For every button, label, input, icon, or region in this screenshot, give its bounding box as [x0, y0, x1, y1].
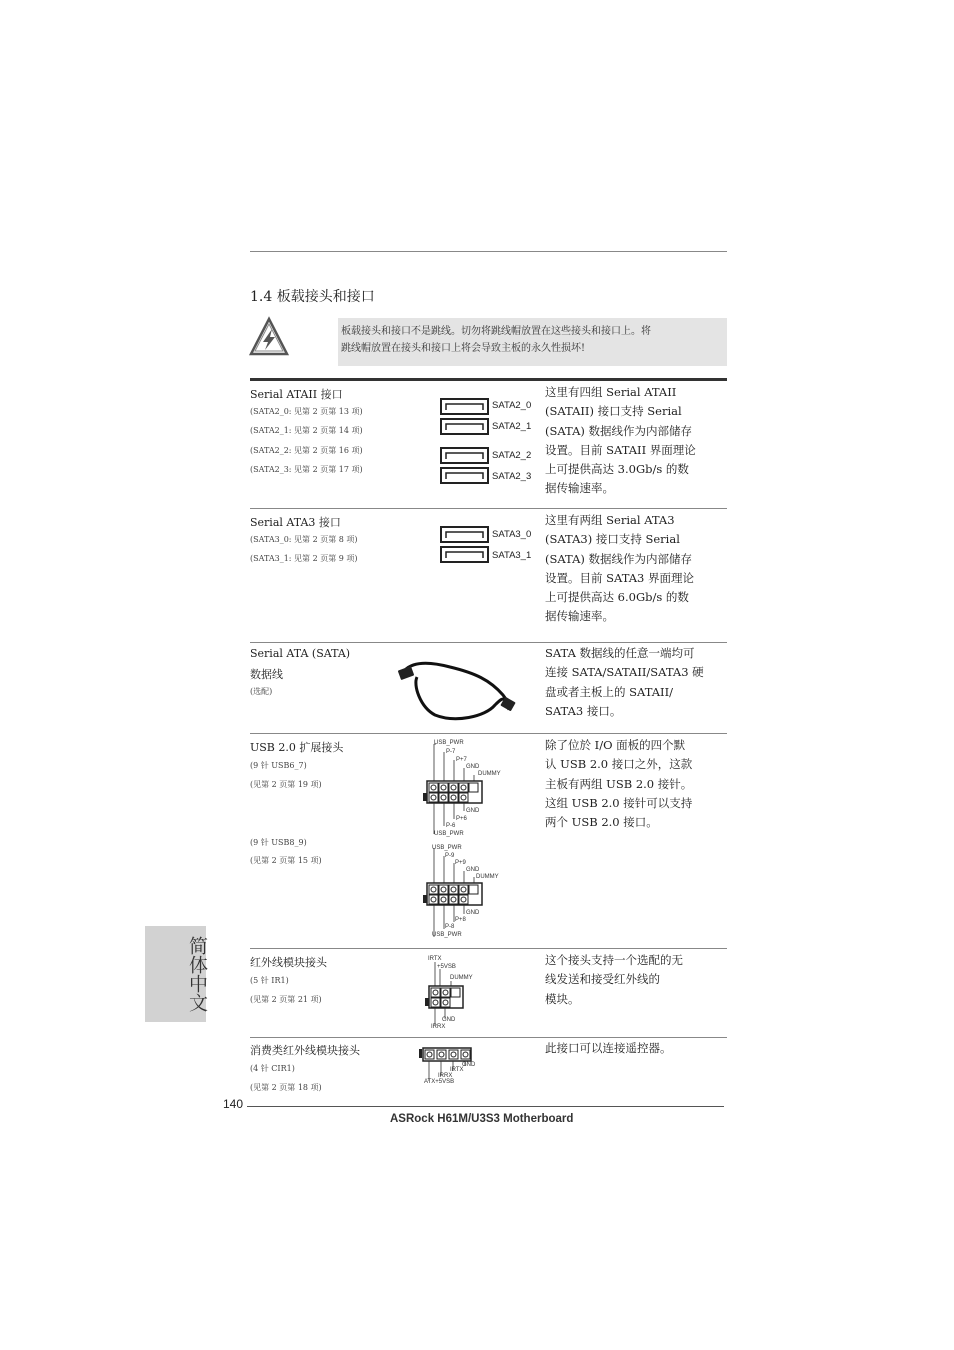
ir-title: 红外线模块接头 — [250, 956, 327, 969]
usb-a-pin-top-1: P-7 — [446, 749, 456, 755]
sata2-port-label-1: SATA2_1 — [492, 421, 532, 432]
ir-pin-1: +5VSB — [437, 964, 456, 970]
cable-title-2: 数据线 — [250, 668, 283, 681]
section-heading: 1.4 板载接头和接口 — [250, 289, 375, 305]
usb-description: 除了位於 I/O 面板的四个默 认 USB 2.0 接口之外，这款 主板有两组 USB 2.0 接针。 这组 USB 2.0 接针可以支持 两个 USB 2.0 接口。 — [545, 738, 693, 830]
cable-title-1: Serial ATA (SATA) — [250, 647, 351, 660]
usb-a-pin-top-3: GND — [466, 764, 480, 770]
cir-sub-1: (4 针 CIR1) — [250, 1064, 295, 1073]
cable-description: SATA 数据线的任意一端均可 连接 SATA/SATAII/SATA3 硬 盘或者主板上的 SATAII/ SATA3 接口。 — [545, 646, 704, 718]
sata3-description: 这里有两组 Serial ATA3 (SATA3) 接口支持 Serial (SATA) 数据线作为内部储存 设置。目前 SATA3 界面理论 上可提供高达 6.0Gb/s 的数 据传输速率。 — [545, 513, 695, 624]
ir-pin-0: IRTX — [428, 956, 442, 962]
sata2-port-label-2: SATA2_2 — [492, 450, 532, 461]
usb-sub-3: (9 针 USB8_9) — [250, 838, 307, 847]
warning-text: 板载接头和接口不是跳线。切勿将跳线帽放置在这些接头和接口上。将 跳线帽放置在接头和接口上将会导致主板的永久性损坏! — [341, 326, 651, 354]
cir-sub-2: (见第 2 页第 18 项) — [250, 1083, 322, 1092]
usb-b-pin-bot-3: USB_PWR — [432, 932, 462, 938]
divider — [250, 642, 727, 643]
sata2-sub-3: (SATA2_3: 见第 2 页第 17 项) — [250, 465, 363, 474]
ir-description: 这个接头支持一个选配的无 线发送和接受红外线的 模块。 — [545, 953, 683, 1006]
usb-title: USB 2.0 扩展接头 — [250, 741, 344, 754]
usb-a-pin-top-2: P+7 — [456, 757, 467, 763]
ir-header-diagram — [422, 955, 492, 1035]
sata-port-icon — [441, 547, 488, 562]
cir-pin-2: IRRX — [438, 1073, 453, 1079]
ir-pin-4: IRRX — [431, 1024, 446, 1030]
footer-text: ASRock H61M/U3S3 Motherboard — [390, 1113, 574, 1125]
cir-title: 消费类红外线模块接头 — [250, 1044, 360, 1057]
ir-pin-2: DUMMY — [450, 975, 473, 981]
page-number: 140 — [223, 1097, 244, 1111]
sata-port-icon — [441, 419, 488, 434]
usb-header-b-diagram — [422, 845, 512, 945]
sata3-title: Serial ATA3 接口 — [250, 516, 341, 529]
usb-b-pin-bot-1: P+8 — [455, 917, 466, 923]
sata2-connectors — [440, 398, 490, 488]
sata2-sub-0: (SATA2_0: 见第 2 页第 13 项) — [250, 407, 363, 416]
usb-a-pin-bot-2: P-6 — [446, 823, 456, 829]
usb-a-pin-bot-0: GND — [466, 808, 480, 814]
usb-b-pin-top-1: P-9 — [445, 853, 455, 859]
usb-b-pin-top-4: DUMMY — [476, 874, 499, 880]
usb-a-pin-top-4: DUMMY — [478, 771, 501, 777]
sata3-sub-0: (SATA3_0: 见第 2 页第 8 项) — [250, 535, 358, 544]
divider — [250, 948, 727, 949]
cir-pin-0: GND — [462, 1062, 476, 1068]
sata2-sub-2: (SATA2_2: 见第 2 页第 16 项) — [250, 446, 363, 455]
divider — [250, 733, 727, 734]
sata2-description: 这里有四组 Serial ATAII (SATAII) 接口支持 Serial (SATA) 数据线作为内部储存 设置。目前 SATAII 界面理论 上可提供高达 3.0Gb/s 的数 据传输速率。 — [545, 385, 696, 496]
sata2-title: Serial ATAII 接口 — [250, 388, 343, 401]
usb-a-pin-bot-1: P+6 — [456, 816, 467, 822]
usb-b-pin-top-3: GND — [466, 867, 480, 873]
usb-sub-4: (见第 2 页第 15 项) — [250, 856, 322, 865]
sata-port-icon — [441, 399, 488, 414]
sata3-port-label-0: SATA3_0 — [492, 529, 532, 540]
divider — [250, 508, 727, 509]
ir-sub-2: (见第 2 页第 21 项) — [250, 995, 322, 1004]
cir-pin-3: ATX+5VSB — [424, 1079, 455, 1085]
warning-triangle-icon — [248, 316, 290, 358]
section-rule — [250, 378, 727, 381]
cir-pin-1: IRTX — [450, 1067, 464, 1073]
footer-rule — [247, 1106, 724, 1107]
usb-b-pin-top-0: USB_PWR — [432, 845, 462, 851]
sata3-connectors — [440, 526, 490, 566]
usb-header-a-diagram — [422, 740, 512, 840]
sata2-port-label-3: SATA2_3 — [492, 471, 532, 482]
sata3-port-label-1: SATA3_1 — [492, 550, 532, 561]
sata-port-icon — [441, 527, 488, 542]
ir-sub-1: (5 针 IR1) — [250, 976, 289, 985]
language-side-tab-label: 简体中文 — [186, 936, 208, 1012]
cable-sub: (选配) — [250, 687, 273, 696]
cir-description: 此接口可以连接遥控器。 — [545, 1041, 672, 1055]
usb-b-pin-bot-2: P-8 — [445, 924, 455, 930]
ir-pin-3: GND — [442, 1017, 456, 1023]
usb-sub-2: (见第 2 页第 19 项) — [250, 780, 322, 789]
sata2-port-label-0: SATA2_0 — [492, 400, 532, 411]
usb-a-pin-top-0: USB_PWR — [434, 740, 464, 746]
sata-port-icon — [441, 468, 488, 483]
usb-sub-1: (9 针 USB6_7) — [250, 761, 307, 770]
sata-cable-icon — [395, 655, 525, 725]
top-rule — [250, 251, 727, 252]
divider — [250, 1037, 727, 1038]
usb-b-pin-top-2: P+9 — [455, 860, 466, 866]
usb-a-pin-bot-3: USB_PWR — [434, 831, 464, 837]
usb-b-pin-bot-0: GND — [466, 910, 480, 916]
sata-port-icon — [441, 448, 488, 463]
sata3-sub-1: (SATA3_1: 见第 2 页第 9 项) — [250, 554, 358, 563]
sata2-sub-1: (SATA2_1: 见第 2 页第 14 项) — [250, 426, 363, 435]
